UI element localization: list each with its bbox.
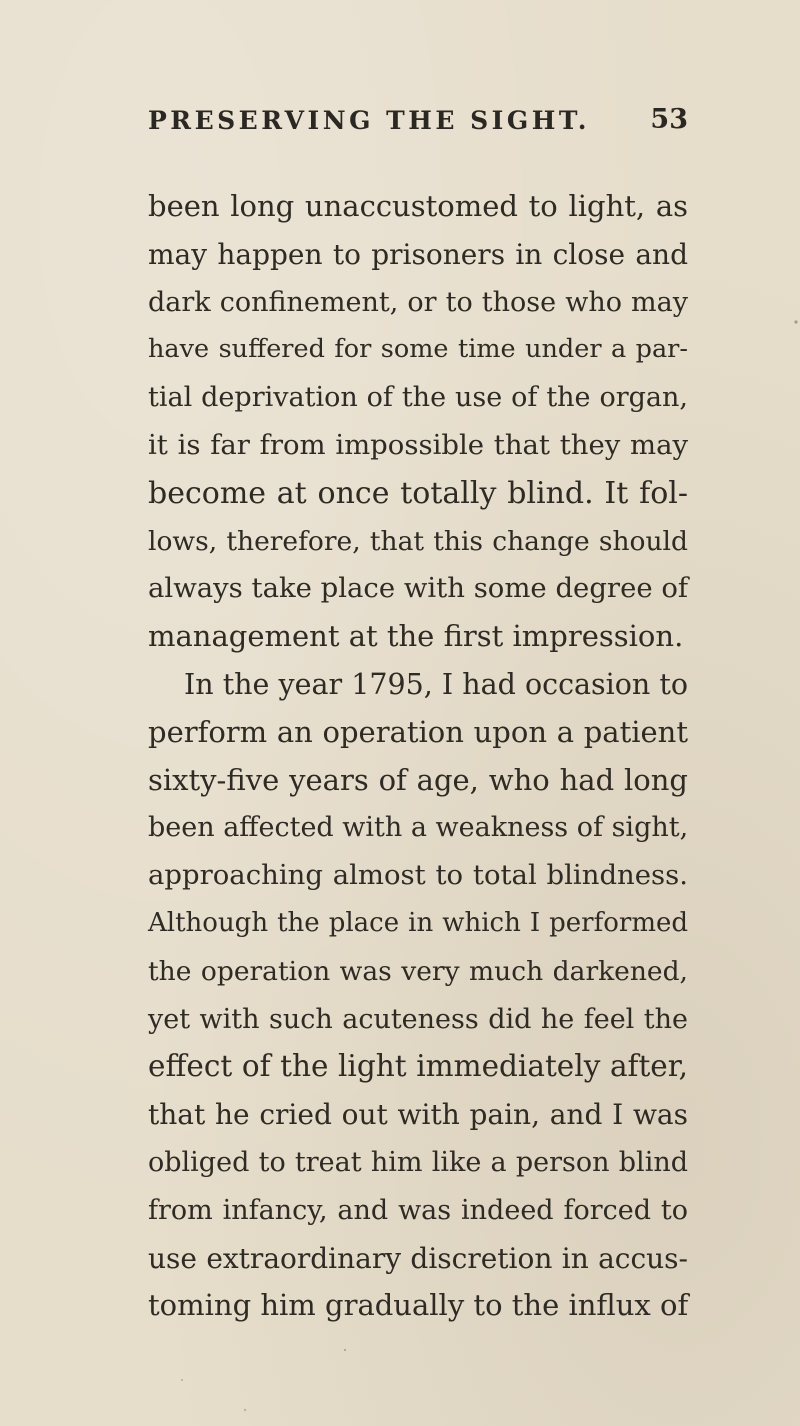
text-line: that he cried out with pain, and I was [148,1098,688,1132]
text-line: lows, therefore, that this change should [148,525,688,557]
text-line: the operation was very much darkened, [148,955,688,987]
text-line: sixty-five years of age, who had long [148,762,688,797]
paper-speck [244,1409,246,1411]
text-line: effect of the light immediately after, [148,1049,688,1084]
text-line: toming him gradually to the influx of [148,1288,689,1323]
text-line: it is far from impossible that they may [148,428,688,461]
text-line: In the year 1795, I had occasion to [184,667,688,701]
paper-speck [344,1349,346,1351]
text-line: always take place with some degree of [148,572,689,605]
running-title: PRESERVING THE SIGHT. [148,106,590,135]
text-line: perform an operation upon a patient [148,714,688,749]
text-line: yet with such acuteness did he feel the [148,1003,688,1035]
text-line: dark confinement, or to those who may [148,286,688,318]
text-line: Although the place in which I performed [148,907,688,938]
text-line: management at the first impression. [148,619,684,654]
running-head [148,100,688,144]
text-line: have suffered for some time under a par- [148,334,688,365]
text-line: been affected with a weakness of sight, [148,812,689,844]
text-line: obliged to treat him like a person blind [148,1146,688,1178]
text-line: approaching almost to total blindness. [148,859,688,892]
text-line: become at once totally blind. It fol- [148,475,688,511]
body-text [148,183,688,1330]
paper-speck [181,1379,183,1381]
text-line: may happen to prisoners in close and [148,237,688,271]
page-number: 53 [650,104,688,135]
paper-speck [794,320,797,323]
text-line: been long unaccustomed to light, as [148,189,688,223]
text-line: tial deprivation of the use of the organ, [148,382,688,414]
text-line: from infancy, and was indeed forced to [148,1194,688,1226]
text-line: use extraordinary discretion in accus- [148,1241,688,1275]
